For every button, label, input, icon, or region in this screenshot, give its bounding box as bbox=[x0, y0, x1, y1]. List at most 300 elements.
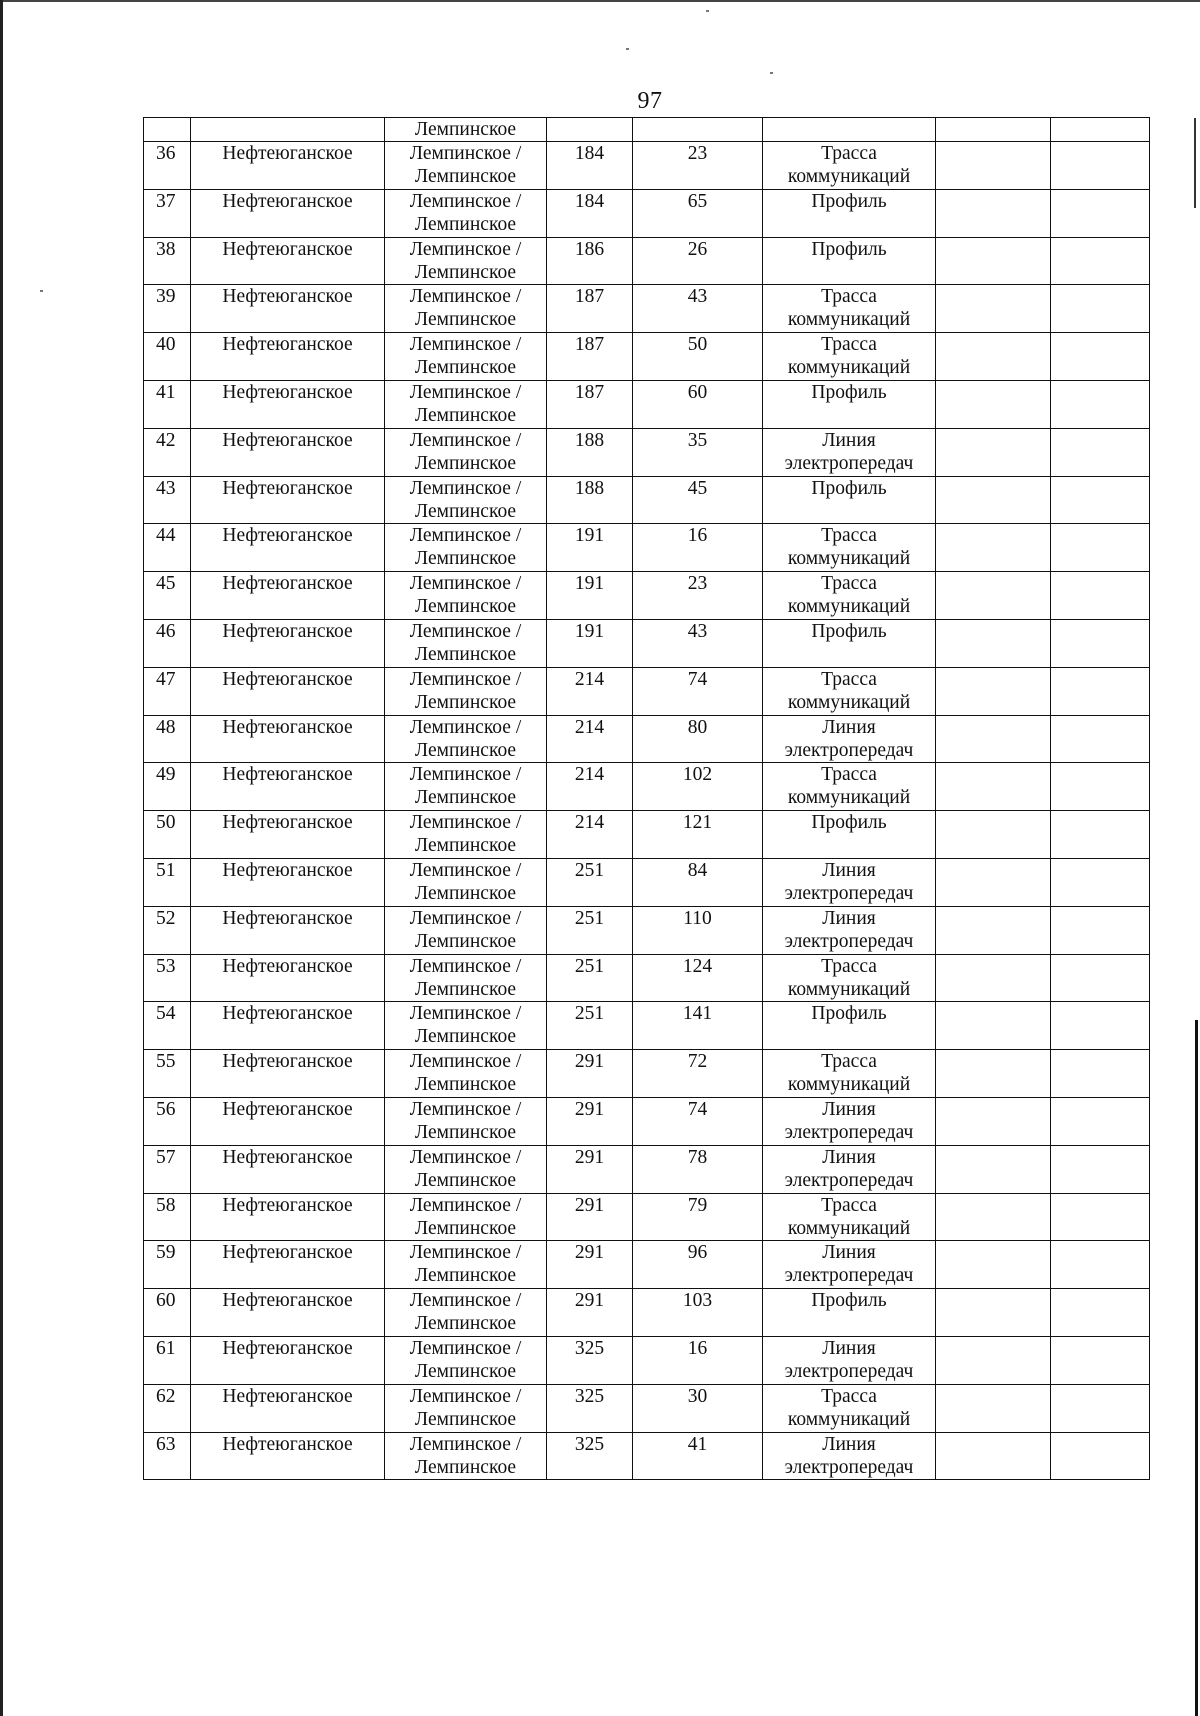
value-b: 96 bbox=[687, 1242, 708, 1264]
cell-empty bbox=[1051, 858, 1150, 906]
cell-value-b bbox=[633, 1145, 763, 1193]
cell-deposit bbox=[191, 333, 385, 381]
cell-value-a bbox=[547, 237, 633, 285]
value-a: 251 bbox=[574, 1003, 605, 1025]
cell-deposit bbox=[191, 858, 385, 906]
row-number: 52 bbox=[156, 907, 176, 929]
type-line-2: коммуникаций bbox=[787, 787, 911, 809]
cell-value-a bbox=[547, 619, 633, 667]
table-row bbox=[144, 667, 1150, 715]
cell-empty bbox=[936, 1384, 1051, 1432]
cell-num bbox=[144, 189, 191, 237]
cell-deposit bbox=[191, 1050, 385, 1098]
type-line-2: электропередач bbox=[784, 930, 914, 952]
area-line-2: Лемпинское bbox=[414, 404, 517, 426]
area-line-2: Лемпинское bbox=[414, 1074, 517, 1096]
cell-num bbox=[144, 142, 191, 190]
type-line-1: Трасса bbox=[821, 573, 877, 595]
area-line-1: Лемпинское / bbox=[409, 477, 522, 499]
deposit-name: Нефтеюганское bbox=[222, 1098, 353, 1120]
cell-type bbox=[763, 1384, 936, 1432]
type-line-1: Линия bbox=[822, 1098, 876, 1120]
table-row bbox=[144, 715, 1150, 763]
value-a: 214 bbox=[574, 764, 605, 786]
cell-type bbox=[763, 1432, 936, 1480]
cell-empty bbox=[1051, 1432, 1150, 1480]
area-line-1: Лемпинское / bbox=[409, 1337, 522, 1359]
cell-area bbox=[385, 1002, 547, 1050]
scan-edge-top bbox=[0, 0, 1200, 2]
cell-num bbox=[144, 237, 191, 285]
area-line-1: Лемпинское / bbox=[409, 1290, 522, 1312]
deposit-name: Нефтеюганское bbox=[222, 668, 353, 690]
table-row bbox=[144, 811, 1150, 859]
value-b: 30 bbox=[687, 1385, 708, 1407]
cell-type bbox=[763, 1241, 936, 1289]
area-line-2: Лемпинское bbox=[414, 691, 517, 713]
area-line-2: Лемпинское bbox=[414, 882, 517, 904]
cell-type bbox=[763, 667, 936, 715]
cell-type bbox=[763, 1002, 936, 1050]
area-line-2: Лемпинское bbox=[414, 643, 517, 665]
type-line-1: Трасса bbox=[821, 764, 877, 786]
type-line-1: Профиль bbox=[811, 1003, 887, 1025]
row-number: 38 bbox=[156, 238, 176, 260]
scan-speck bbox=[706, 10, 709, 12]
cell-value-a bbox=[547, 333, 633, 381]
cell-value-a bbox=[547, 1193, 633, 1241]
cell-value-b bbox=[633, 428, 763, 476]
area-line-1: Лемпинское / bbox=[409, 334, 522, 356]
value-b: 35 bbox=[687, 429, 708, 451]
row-number: 44 bbox=[156, 525, 176, 547]
row-number: 36 bbox=[156, 143, 176, 164]
cell-empty bbox=[1051, 811, 1150, 859]
cell-num bbox=[144, 1384, 191, 1432]
cell-type bbox=[763, 906, 936, 954]
cell-num bbox=[144, 1289, 191, 1337]
cell-empty bbox=[936, 906, 1051, 954]
cell-empty bbox=[1051, 333, 1150, 381]
type-line-2: коммуникаций bbox=[787, 1408, 911, 1430]
type-line-1: Трасса bbox=[821, 286, 877, 308]
type-line-1: Трасса bbox=[821, 143, 877, 164]
cell-value-a bbox=[547, 715, 633, 763]
area-line-2: Лемпинское bbox=[414, 357, 517, 379]
cell-type bbox=[763, 1336, 936, 1384]
cell-value-b bbox=[633, 1384, 763, 1432]
cell-area bbox=[385, 1145, 547, 1193]
cell-num bbox=[144, 811, 191, 859]
cell-deposit bbox=[191, 1241, 385, 1289]
type-line-1: Профиль bbox=[811, 1290, 887, 1312]
type-line-2: электропередач bbox=[784, 739, 914, 761]
cell-num bbox=[144, 1432, 191, 1480]
type-line-1: Трасса bbox=[821, 668, 877, 690]
cell-deposit bbox=[191, 142, 385, 190]
cell-empty bbox=[1051, 237, 1150, 285]
cell-value-a bbox=[547, 118, 633, 142]
cell-num bbox=[144, 476, 191, 524]
cell-value-b bbox=[633, 285, 763, 333]
row-number: 59 bbox=[156, 1242, 176, 1264]
row-number: 58 bbox=[156, 1194, 176, 1216]
cell-empty bbox=[1051, 285, 1150, 333]
area-line-1: Лемпинское / bbox=[409, 1146, 522, 1168]
cell-area bbox=[385, 1050, 547, 1098]
value-a: 291 bbox=[574, 1290, 605, 1312]
cell-deposit bbox=[191, 619, 385, 667]
area-line-1: Лемпинское / bbox=[409, 1433, 522, 1455]
cell-value-b bbox=[633, 142, 763, 190]
cell-empty bbox=[1051, 572, 1150, 620]
value-b: 141 bbox=[682, 1003, 713, 1025]
cell-num bbox=[144, 619, 191, 667]
type-line-2: электропередач bbox=[784, 1360, 914, 1382]
area-line-2: Лемпинское bbox=[414, 739, 517, 761]
cell-area: Лемпинское bbox=[385, 118, 547, 142]
scan-speck bbox=[770, 72, 773, 74]
area-line-1: Лемпинское / bbox=[409, 1242, 522, 1264]
cell-value-b bbox=[633, 380, 763, 428]
cell-area bbox=[385, 428, 547, 476]
type-line-1: Трасса bbox=[821, 1051, 877, 1073]
value-b: 16 bbox=[687, 1337, 708, 1359]
value-b: 103 bbox=[682, 1290, 713, 1312]
value-b: 65 bbox=[687, 190, 708, 212]
cell-type bbox=[763, 428, 936, 476]
cell-type bbox=[763, 619, 936, 667]
cell-empty bbox=[1051, 1050, 1150, 1098]
cell-empty bbox=[936, 285, 1051, 333]
value-b: 45 bbox=[687, 477, 708, 499]
type-line-2: коммуникаций bbox=[787, 596, 911, 618]
row-number: 41 bbox=[156, 381, 176, 403]
cell-type bbox=[763, 524, 936, 572]
type-line-1: Линия bbox=[822, 1146, 876, 1168]
cell-empty bbox=[1051, 428, 1150, 476]
cell-area bbox=[385, 1193, 547, 1241]
cell-num bbox=[144, 667, 191, 715]
cell-value-b bbox=[633, 619, 763, 667]
value-a: 184 bbox=[574, 143, 605, 164]
type-line-1: Профиль bbox=[811, 812, 887, 834]
row-number: 54 bbox=[156, 1003, 176, 1025]
cell-num bbox=[144, 906, 191, 954]
type-line-1: Трасса bbox=[821, 955, 877, 977]
row-number: 46 bbox=[156, 620, 176, 642]
value-b: 60 bbox=[687, 381, 708, 403]
area-line-2: Лемпинское bbox=[414, 978, 517, 1000]
cell-empty bbox=[1051, 763, 1150, 811]
area-line-2: Лемпинское bbox=[414, 930, 517, 952]
deposit-name: Нефтеюганское bbox=[222, 1194, 353, 1216]
deposit-name: Нефтеюганское bbox=[222, 620, 353, 642]
area-line-1: Лемпинское / bbox=[409, 238, 522, 260]
cell-value-a bbox=[547, 667, 633, 715]
value-b: 80 bbox=[687, 716, 708, 738]
cell-empty bbox=[1051, 715, 1150, 763]
cell-value-b bbox=[633, 858, 763, 906]
cell-empty bbox=[1051, 142, 1150, 190]
cell-empty bbox=[936, 333, 1051, 381]
cell-value-b bbox=[633, 1241, 763, 1289]
value-b: 50 bbox=[687, 334, 708, 356]
area-line-2: Лемпинское bbox=[414, 1026, 517, 1048]
area-line-1: Лемпинское / bbox=[409, 1194, 522, 1216]
cell-value-b bbox=[633, 715, 763, 763]
cell-empty bbox=[936, 1336, 1051, 1384]
cell-empty bbox=[936, 476, 1051, 524]
value-b: 78 bbox=[687, 1146, 708, 1168]
cell-value-a bbox=[547, 1002, 633, 1050]
type-line-2: коммуникаций bbox=[787, 978, 911, 1000]
cell-deposit bbox=[191, 118, 385, 142]
type-line-2: коммуникаций bbox=[787, 309, 911, 331]
value-a: 251 bbox=[574, 859, 605, 881]
cell-empty bbox=[936, 237, 1051, 285]
type-line-2: коммуникаций bbox=[787, 357, 911, 379]
scan-speck bbox=[40, 290, 43, 292]
deposit-name: Нефтеюганское bbox=[222, 238, 353, 260]
cell-value-a bbox=[547, 142, 633, 190]
data-table bbox=[143, 117, 1150, 1480]
cell-empty bbox=[1051, 524, 1150, 572]
deposit-name: Нефтеюганское bbox=[222, 764, 353, 786]
cell-num bbox=[144, 1145, 191, 1193]
deposit-name: Нефтеюганское bbox=[222, 1242, 353, 1264]
cell-deposit bbox=[191, 237, 385, 285]
row-number: 37 bbox=[156, 190, 176, 212]
cell-type bbox=[763, 1050, 936, 1098]
table-row bbox=[144, 1432, 1150, 1480]
cell-value-a bbox=[547, 1097, 633, 1145]
table-row bbox=[144, 476, 1150, 524]
cell-deposit bbox=[191, 906, 385, 954]
cell-empty bbox=[1051, 1097, 1150, 1145]
value-a: 187 bbox=[574, 381, 605, 403]
area-line-2: Лемпинское bbox=[414, 835, 517, 857]
cell-type bbox=[763, 858, 936, 906]
row-number: 50 bbox=[156, 812, 176, 834]
value-b: 79 bbox=[687, 1194, 708, 1216]
area-line-1: Лемпинское / bbox=[409, 620, 522, 642]
cell-area bbox=[385, 237, 547, 285]
value-a: 291 bbox=[574, 1146, 605, 1168]
type-line-1: Профиль bbox=[811, 620, 887, 642]
scan-edge-left bbox=[0, 0, 3, 1716]
cell-type bbox=[763, 142, 936, 190]
cell-value-b bbox=[633, 1050, 763, 1098]
area-line-1: Лемпинское / bbox=[409, 286, 522, 308]
cell-num bbox=[144, 380, 191, 428]
table-row bbox=[144, 1050, 1150, 1098]
type-line-2: электропередач bbox=[784, 1265, 914, 1287]
type-line-1: Профиль bbox=[811, 190, 887, 212]
value-b: 41 bbox=[687, 1433, 708, 1455]
table-row bbox=[144, 1002, 1150, 1050]
cell-type bbox=[763, 1193, 936, 1241]
deposit-name: Нефтеюганское bbox=[222, 477, 353, 499]
type-line-2: электропередач bbox=[784, 1169, 914, 1191]
value-b: 72 bbox=[687, 1051, 708, 1073]
table-row bbox=[144, 1241, 1150, 1289]
area-line-2: Лемпинское bbox=[414, 548, 517, 570]
cell-empty bbox=[1051, 189, 1150, 237]
cell-num bbox=[144, 118, 191, 142]
type-line-2: коммуникаций bbox=[787, 691, 911, 713]
cell-deposit bbox=[191, 954, 385, 1002]
table-row bbox=[144, 237, 1150, 285]
area-line-1: Лемпинское / bbox=[409, 381, 522, 403]
value-a: 325 bbox=[574, 1433, 605, 1455]
cell-num bbox=[144, 1050, 191, 1098]
cell-value-a bbox=[547, 954, 633, 1002]
scan-edge-right bbox=[1195, 1020, 1198, 1716]
cell-deposit bbox=[191, 1289, 385, 1337]
value-b: 43 bbox=[687, 286, 708, 308]
area-line-2: Лемпинское bbox=[414, 166, 517, 187]
row-number: 47 bbox=[156, 668, 176, 690]
row-number: 61 bbox=[156, 1337, 176, 1359]
deposit-name: Нефтеюганское bbox=[222, 143, 353, 164]
type-line-2: электропередач bbox=[784, 882, 914, 904]
deposit-name: Нефтеюганское bbox=[222, 334, 353, 356]
cell-value-a bbox=[547, 763, 633, 811]
type-line-1: Линия bbox=[822, 1242, 876, 1264]
type-line-1: Трасса bbox=[821, 1194, 877, 1216]
cell-empty bbox=[936, 1432, 1051, 1480]
table-row bbox=[144, 1145, 1150, 1193]
cell-area bbox=[385, 142, 547, 190]
table-row bbox=[144, 428, 1150, 476]
cell-area bbox=[385, 906, 547, 954]
deposit-name: Нефтеюганское bbox=[222, 812, 353, 834]
area-line-1: Лемпинское / bbox=[409, 1051, 522, 1073]
row-number: 57 bbox=[156, 1146, 176, 1168]
cell-empty bbox=[936, 763, 1051, 811]
value-a: 188 bbox=[574, 429, 605, 451]
value-a: 187 bbox=[574, 286, 605, 308]
cell-empty bbox=[1051, 906, 1150, 954]
area-line-1: Лемпинское / bbox=[409, 190, 522, 212]
value-a: 214 bbox=[574, 668, 605, 690]
cell-deposit bbox=[191, 189, 385, 237]
value-a: 325 bbox=[574, 1337, 605, 1359]
cell-area bbox=[385, 333, 547, 381]
table-row bbox=[144, 572, 1150, 620]
area-line-1: Лемпинское / bbox=[409, 525, 522, 547]
value-b: 110 bbox=[683, 907, 712, 929]
cell-area bbox=[385, 954, 547, 1002]
cell-empty bbox=[1051, 476, 1150, 524]
cell-value-a bbox=[547, 572, 633, 620]
cell-type bbox=[763, 1145, 936, 1193]
row-number: 40 bbox=[156, 334, 176, 356]
area-line-2: Лемпинское bbox=[414, 1456, 517, 1478]
cell-empty bbox=[936, 1002, 1051, 1050]
value-b: 26 bbox=[687, 238, 708, 260]
row-number: 56 bbox=[156, 1098, 176, 1120]
deposit-name: Нефтеюганское bbox=[222, 1146, 353, 1168]
cell-deposit bbox=[191, 524, 385, 572]
cell-empty bbox=[1051, 1145, 1150, 1193]
cell-type bbox=[763, 1097, 936, 1145]
area-line-1: Лемпинское / bbox=[409, 573, 522, 595]
cell-empty bbox=[936, 1289, 1051, 1337]
row-number: 48 bbox=[156, 716, 176, 738]
value-a: 191 bbox=[574, 525, 605, 547]
value-a: 214 bbox=[574, 812, 605, 834]
type-line-1: Линия bbox=[822, 907, 876, 929]
cell-deposit bbox=[191, 1336, 385, 1384]
cell-type bbox=[763, 380, 936, 428]
cell-type bbox=[763, 118, 936, 142]
cell-type bbox=[763, 333, 936, 381]
cell-num bbox=[144, 1336, 191, 1384]
table-row bbox=[144, 763, 1150, 811]
cell-value-b bbox=[633, 1002, 763, 1050]
table-row bbox=[144, 333, 1150, 381]
type-line-1: Линия bbox=[822, 1433, 876, 1455]
cell-value-a bbox=[547, 1050, 633, 1098]
cell-type bbox=[763, 1289, 936, 1337]
cell-value-a bbox=[547, 189, 633, 237]
cell-empty bbox=[936, 1193, 1051, 1241]
row-number: 43 bbox=[156, 477, 176, 499]
cell-value-a bbox=[547, 285, 633, 333]
cell-area bbox=[385, 285, 547, 333]
cell-type bbox=[763, 715, 936, 763]
cell-num bbox=[144, 285, 191, 333]
cell-empty bbox=[936, 954, 1051, 1002]
cell-empty bbox=[1051, 1002, 1150, 1050]
cell-area bbox=[385, 380, 547, 428]
cell-num bbox=[144, 428, 191, 476]
value-a: 291 bbox=[574, 1098, 605, 1120]
cell-num bbox=[144, 715, 191, 763]
cell-empty bbox=[1051, 1336, 1150, 1384]
row-number: 53 bbox=[156, 955, 176, 977]
cell-num bbox=[144, 763, 191, 811]
deposit-name: Нефтеюганское bbox=[222, 907, 353, 929]
area-line-2: Лемпинское bbox=[414, 1217, 517, 1239]
scan-mark bbox=[1194, 118, 1196, 208]
cell-type bbox=[763, 285, 936, 333]
cell-value-a bbox=[547, 1384, 633, 1432]
cell-type bbox=[763, 763, 936, 811]
row-number: 55 bbox=[156, 1051, 176, 1073]
table-row bbox=[144, 1193, 1150, 1241]
cell-value-b bbox=[633, 237, 763, 285]
cell-value-a bbox=[547, 858, 633, 906]
cell-area bbox=[385, 763, 547, 811]
cell-area bbox=[385, 811, 547, 859]
row-number: 63 bbox=[156, 1433, 176, 1455]
cell-empty bbox=[936, 189, 1051, 237]
cell-value-b bbox=[633, 954, 763, 1002]
type-line-1: Профиль bbox=[811, 238, 887, 260]
cell-deposit bbox=[191, 1145, 385, 1193]
type-line-1: Линия bbox=[822, 716, 876, 738]
cell-deposit bbox=[191, 572, 385, 620]
area-line-2: Лемпинское bbox=[414, 500, 517, 522]
cell-area bbox=[385, 1097, 547, 1145]
cell-deposit bbox=[191, 1193, 385, 1241]
cell-value-a bbox=[547, 1289, 633, 1337]
value-a: 325 bbox=[574, 1385, 605, 1407]
cell-empty bbox=[936, 858, 1051, 906]
